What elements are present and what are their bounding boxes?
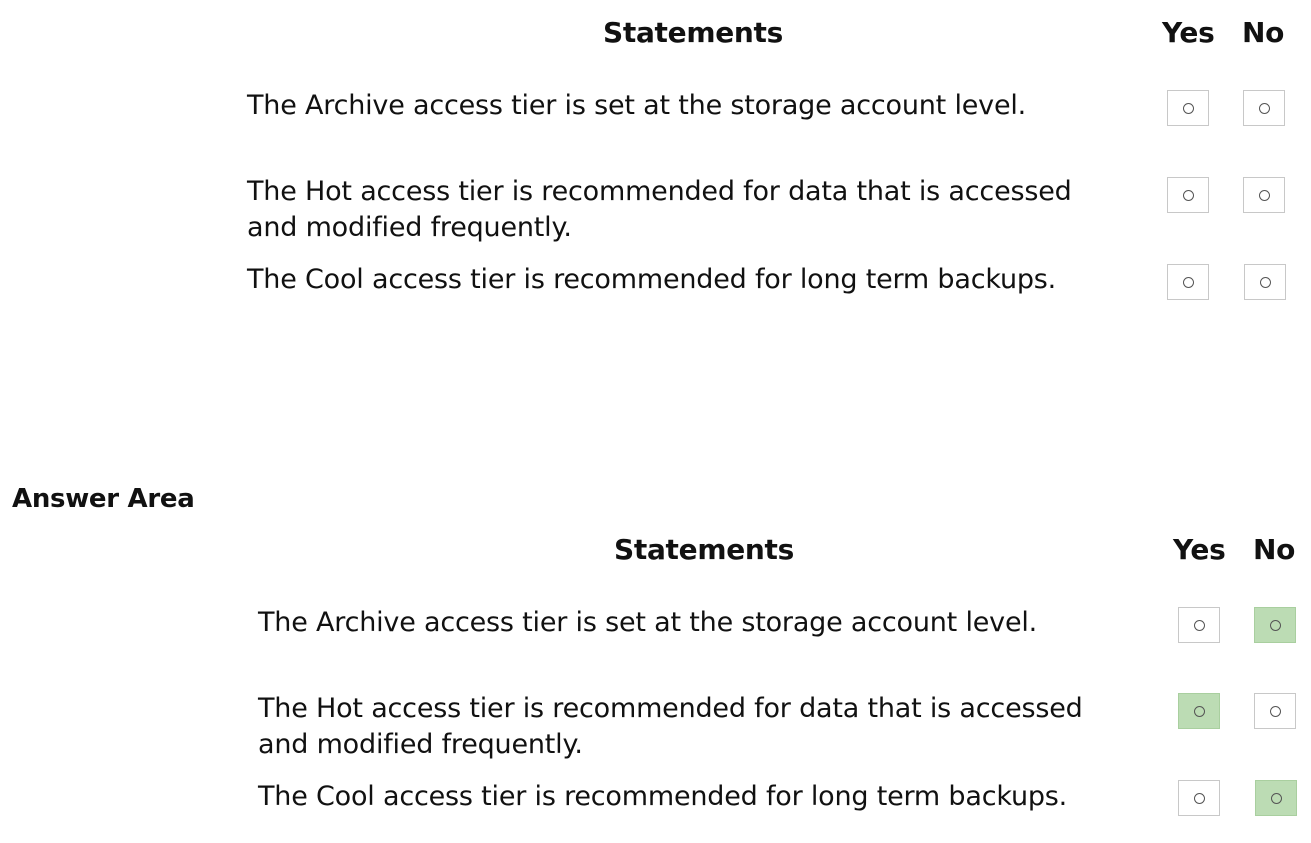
statements-header: Statements bbox=[603, 16, 783, 49]
answer-1-no-option[interactable] bbox=[1254, 607, 1296, 643]
radio-icon bbox=[1183, 277, 1194, 288]
statement-1-yes-option[interactable] bbox=[1167, 90, 1209, 126]
statement-1-no-option[interactable] bbox=[1243, 90, 1285, 126]
answer-panel bbox=[0, 470, 1311, 843]
answer-3-yes-option[interactable] bbox=[1178, 780, 1220, 816]
question-panel bbox=[0, 0, 1311, 330]
no-header: No bbox=[1242, 16, 1285, 49]
statement-3-no-option[interactable] bbox=[1244, 264, 1286, 300]
answer-3-no-option[interactable] bbox=[1255, 780, 1297, 816]
radio-icon bbox=[1194, 793, 1205, 804]
statement-line: The Hot access tier is recommended for data that is accessed bbox=[258, 693, 1083, 724]
answer-statement-1 bbox=[258, 605, 1037, 641]
answer-statement-3 bbox=[258, 779, 1067, 815]
statement-2-yes-option[interactable] bbox=[1167, 177, 1209, 213]
radio-icon bbox=[1270, 706, 1281, 717]
radio-icon bbox=[1271, 793, 1282, 804]
no-header: No bbox=[1253, 533, 1296, 566]
statement-line: and modified frequently. bbox=[247, 212, 572, 243]
statement-2-no-option[interactable] bbox=[1243, 177, 1285, 213]
statement-line: The Archive access tier is set at the storage account level. bbox=[247, 90, 1027, 121]
statement-line: The Cool access tier is recommended for long term backups. bbox=[247, 264, 1057, 295]
radio-icon bbox=[1183, 190, 1194, 201]
radio-icon bbox=[1259, 103, 1270, 114]
radio-icon bbox=[1260, 277, 1271, 288]
answer-2-yes-option[interactable] bbox=[1178, 693, 1220, 729]
yes-header: Yes bbox=[1173, 533, 1226, 566]
radio-icon bbox=[1194, 620, 1205, 631]
answer-area-title: Answer Area bbox=[12, 484, 195, 514]
radio-icon bbox=[1259, 190, 1270, 201]
statement-3 bbox=[247, 262, 1056, 298]
answer-1-yes-option[interactable] bbox=[1178, 607, 1220, 643]
radio-icon bbox=[1270, 620, 1281, 631]
statement-3-yes-option[interactable] bbox=[1167, 264, 1209, 300]
yes-header: Yes bbox=[1162, 16, 1215, 49]
answer-statement-2 bbox=[258, 691, 1083, 763]
radio-icon bbox=[1183, 103, 1194, 114]
radio-icon bbox=[1194, 706, 1205, 717]
statement-2 bbox=[247, 174, 1072, 246]
answer-2-no-option[interactable] bbox=[1254, 693, 1296, 729]
statement-line: The Archive access tier is set at the storage account level. bbox=[258, 607, 1038, 638]
statement-line: The Hot access tier is recommended for data that is accessed bbox=[247, 176, 1072, 207]
statement-1 bbox=[247, 88, 1026, 124]
statements-header: Statements bbox=[614, 533, 794, 566]
statement-line: and modified frequently. bbox=[258, 729, 583, 760]
statement-line: The Cool access tier is recommended for long term backups. bbox=[258, 781, 1068, 812]
